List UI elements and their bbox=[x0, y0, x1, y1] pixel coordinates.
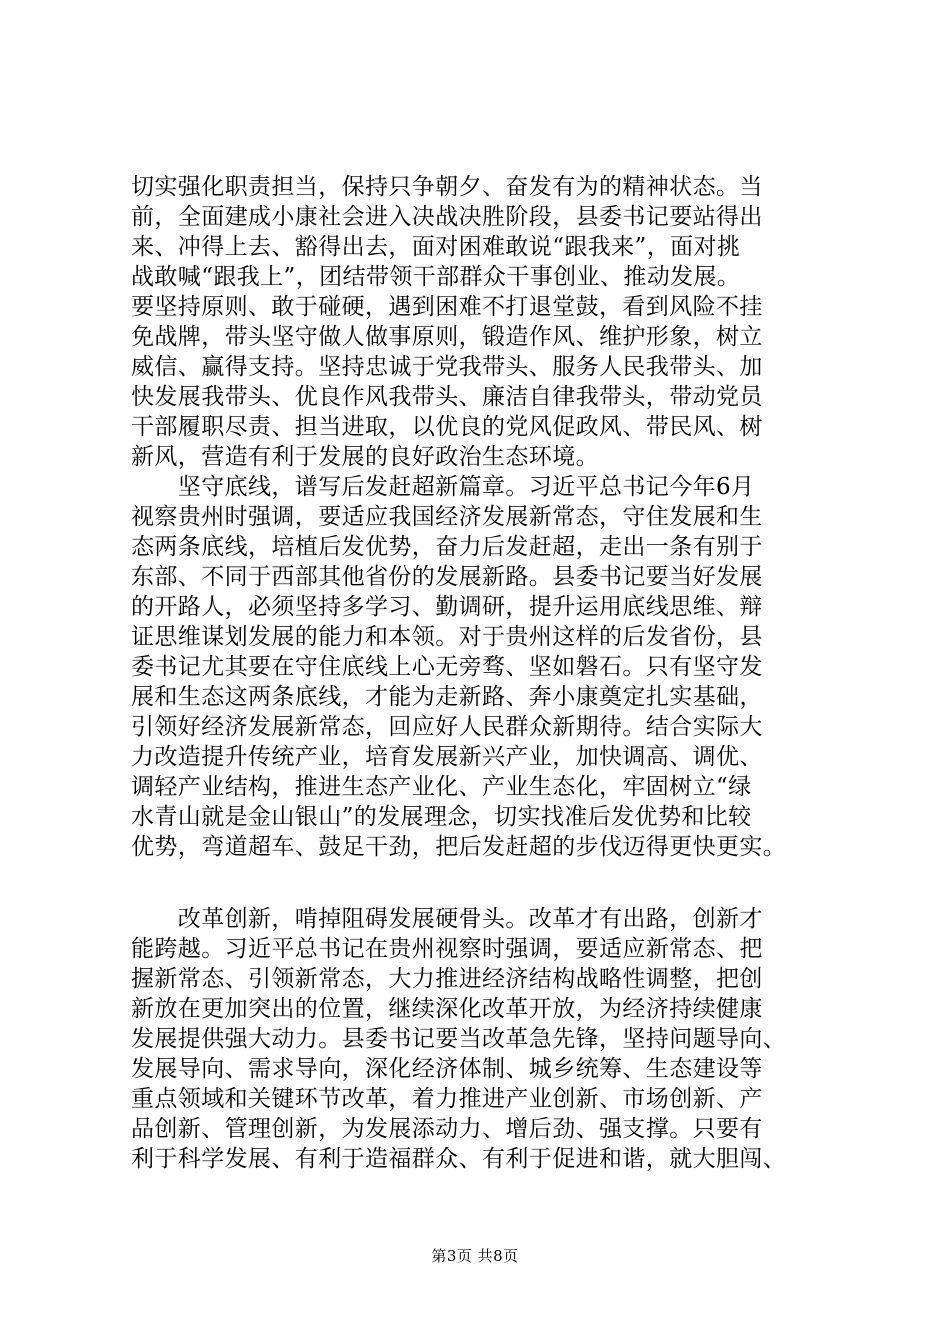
paragraph-start-line: 改革创新，啃掉阻碍发展硬骨头。改革才有出路，创新才 bbox=[131, 906, 763, 932]
text-line: 视察贵州时强调，要适应我国经济发展新常态，守住发展和生 bbox=[131, 504, 763, 530]
text-line: 水青山就是金山银山”的发展理念，切实找准后发优势和比较 bbox=[131, 804, 752, 830]
paragraph-start-line: 坚守底线，谱写后发赶超新篇章。习近平总书记今年6月 bbox=[131, 474, 755, 500]
text-line: 发展导向、需求导向，深化经济体制、城乡统筹、生态建设等 bbox=[131, 1056, 763, 1082]
text-line: 态两条底线，培植后发优势，奋力后发赶超，走出一条有别于 bbox=[131, 534, 763, 560]
text-line: 东部、不同于西部其他省份的发展新路。县委书记要当好发展 bbox=[131, 564, 763, 590]
text-line: 新风，营造有利于发展的良好政治生态环境。 bbox=[131, 444, 599, 470]
text-line: 优势，弯道超车、鼓足干劲，把后发赶超的步伐迈得更快更实。 bbox=[131, 834, 787, 860]
text-line: 力改造提升传统产业，培育发展新兴产业，加快调高、调优、 bbox=[131, 744, 763, 770]
text-line: 能跨越。习近平总书记在贵州视察时强调，要适应新常态、把 bbox=[131, 936, 763, 962]
text-line: 重点领域和关键环节改革，着力推进产业创新、市场创新、产 bbox=[131, 1086, 763, 1112]
text-line: 委书记尤其要在守住底线上心无旁骛、坚如磐石。只有坚守发 bbox=[131, 654, 763, 680]
text-line: 展和生态这两条底线，才能为走新路、奔小康奠定扎实基础， bbox=[131, 684, 763, 710]
text-line: 新放在更加突出的位置，继续深化改革开放，为经济持续健康 bbox=[131, 996, 763, 1022]
text-line: 快发展我带头、优良作风我带头、廉洁自律我带头，带动党员 bbox=[131, 384, 763, 410]
text-line: 发展提供强大动力。县委书记要当改革急先锋，坚持问题导向、 bbox=[131, 1026, 787, 1052]
text-line: 调轻产业结构，推进生态产业化、产业生态化，牢固树立“绿 bbox=[131, 774, 752, 800]
text-line: 握新常态、引领新常态，大力推进经济结构战略性调整，把创 bbox=[131, 966, 763, 992]
text-line: 战敢喊“跟我上”，团结带领干部群众干事创业、推动发展。 bbox=[131, 264, 741, 290]
text-line: 的开路人，必须坚持多学习、勤调研，提升运用底线思维、辩 bbox=[131, 594, 763, 620]
text-line: 要坚持原则、敢于碰硬，遇到困难不打退堂鼓，看到风险不挂 bbox=[131, 294, 763, 320]
text-line: 威信、赢得支持。坚持忠诚于党我带头、服务人民我带头、加 bbox=[131, 354, 763, 380]
text-line: 切实强化职责担当，保持只争朝夕、奋发有为的精神状态。当 bbox=[131, 174, 763, 200]
text-line: 证思维谋划发展的能力和本领。对于贵州这样的后发省份，县 bbox=[131, 624, 763, 650]
text-line: 干部履职尽责、担当进取，以优良的党风促政风、带民风、树 bbox=[131, 414, 763, 440]
text-line: 品创新、管理创新，为发展添动力、增后劲、强支撑。只要有 bbox=[131, 1116, 763, 1142]
page-footer: 第3页 共8页 bbox=[431, 1247, 519, 1265]
text-line: 利于科学发展、有利于造福群众、有利于促进和谐，就大胆闯、 bbox=[131, 1146, 787, 1172]
text-line: 前，全面建成小康社会进入决战决胜阶段，县委书记要站得出 bbox=[131, 204, 763, 230]
text-line: 免战牌，带头坚守做人做事原则，锻造作风、维护形象，树立 bbox=[131, 324, 763, 350]
text-line: 来、冲得上去、豁得出去，面对困难敢说“跟我来”，面对挑 bbox=[131, 234, 741, 260]
text-line: 引领好经济发展新常态，回应好人民群众新期待。结合实际大 bbox=[131, 714, 763, 740]
